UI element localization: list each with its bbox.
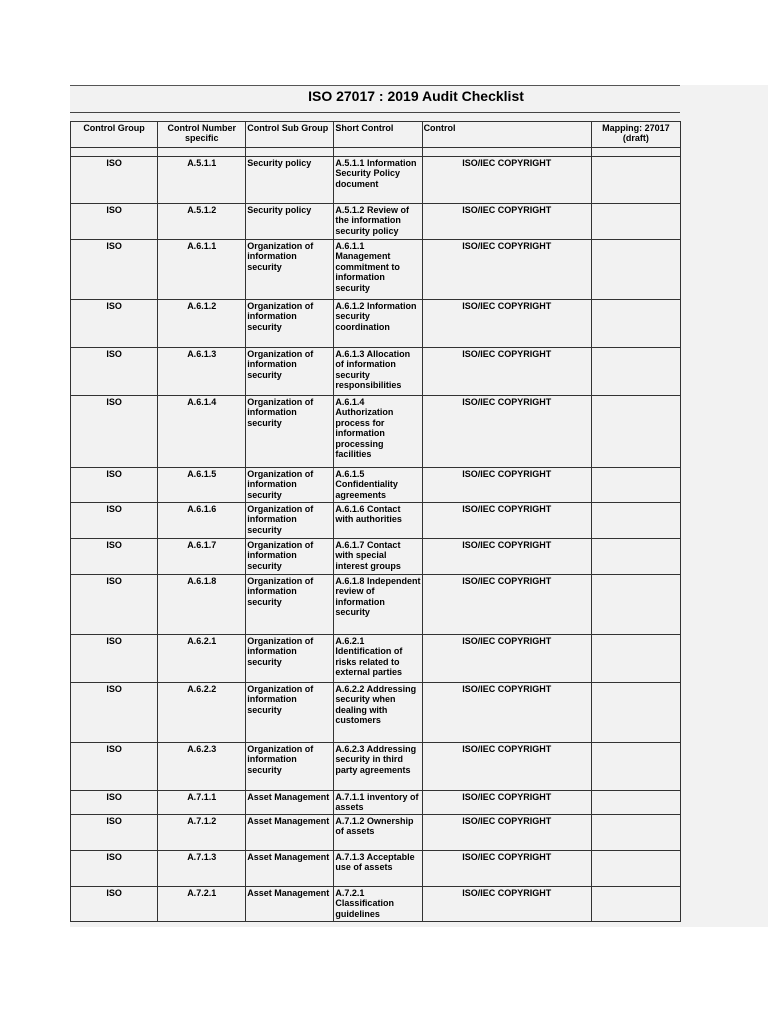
cell-control: ISO/IEC COPYRIGHT [422, 887, 591, 922]
header-mapping: Mapping: 27017 (draft) [591, 122, 680, 148]
table-row [71, 743, 681, 791]
cell-mapping [591, 791, 680, 815]
cell-control-number: A.7.1.3 [158, 851, 246, 887]
cell-control-sub-group: Organization of information security [246, 503, 334, 539]
cell-control-group: ISO [71, 300, 158, 348]
cell-control-number: A.6.2.2 [158, 683, 246, 743]
cell-control-sub-group: Organization of information security [246, 743, 334, 791]
cell-short-control: A.7.1.2 Ownership of assets [334, 815, 422, 851]
cell-short-control: A.6.2.1 Identification of risks related to external parties [334, 635, 422, 683]
audit-checklist-table [70, 121, 681, 922]
cell-mapping [591, 468, 680, 503]
cell-control-number: A.7.1.1 [158, 791, 246, 815]
cell-mapping [591, 204, 680, 240]
cell-mapping [591, 539, 680, 575]
cell-control-number: A.6.1.2 [158, 300, 246, 348]
cell-control: ISO/IEC COPYRIGHT [422, 791, 591, 815]
cell-control-sub-group: Organization of information security [246, 300, 334, 348]
cell-short-control: A.6.2.2 Addressing security when dealing with customers [334, 683, 422, 743]
cell-short-control: A.6.1.4 Authorization process for information processing facilities [334, 396, 422, 468]
cell-short-control: A.6.1.7 Contact with special interest groups [334, 539, 422, 575]
cell-mapping [591, 743, 680, 791]
cell-control-group: ISO [71, 539, 158, 575]
table-row [71, 157, 681, 204]
cell-mapping [591, 396, 680, 468]
cell-control-group: ISO [71, 468, 158, 503]
cell-control-sub-group: Asset Management [246, 815, 334, 851]
cell-control: ISO/IEC COPYRIGHT [422, 539, 591, 575]
cell-short-control: A.5.1.2 Review of the information security policy [334, 204, 422, 240]
cell-control: ISO/IEC COPYRIGHT [422, 157, 591, 204]
table-row [71, 791, 681, 815]
table-row [71, 240, 681, 300]
cell-control: ISO/IEC COPYRIGHT [422, 575, 591, 635]
header-short-control: Short Control [334, 122, 422, 148]
cell-mapping [591, 575, 680, 635]
cell-control-sub-group: Organization of information security [246, 575, 334, 635]
cell-control-group: ISO [71, 851, 158, 887]
cell-control-number: A.5.1.2 [158, 204, 246, 240]
cell-control: ISO/IEC COPYRIGHT [422, 204, 591, 240]
spacer-cell [334, 148, 422, 157]
table-row [71, 635, 681, 683]
cell-control-number: A.6.1.6 [158, 503, 246, 539]
cell-control-group: ISO [71, 683, 158, 743]
spacer-row [71, 148, 681, 157]
cell-short-control: A.6.1.1 Management commitment to information security [334, 240, 422, 300]
cell-control-sub-group: Organization of information security [246, 396, 334, 468]
cell-short-control: A.7.1.1 inventory of assets [334, 791, 422, 815]
header-row [71, 122, 681, 148]
cell-control: ISO/IEC COPYRIGHT [422, 815, 591, 851]
page-title: ISO 27017 : 2019 Audit Checklist [308, 88, 524, 104]
cell-short-control: A.6.1.2 Information security coordination [334, 300, 422, 348]
cell-control-number: A.6.1.4 [158, 396, 246, 468]
cell-control-group: ISO [71, 791, 158, 815]
cell-control: ISO/IEC COPYRIGHT [422, 635, 591, 683]
cell-control: ISO/IEC COPYRIGHT [422, 743, 591, 791]
cell-short-control: A.5.1.1 Information Security Policy document [334, 157, 422, 204]
table-row [71, 503, 681, 539]
cell-mapping [591, 635, 680, 683]
cell-control-group: ISO [71, 635, 158, 683]
cell-control-sub-group: Security policy [246, 157, 334, 204]
cell-control: ISO/IEC COPYRIGHT [422, 396, 591, 468]
spacer-cell [246, 148, 334, 157]
cell-mapping [591, 683, 680, 743]
cell-mapping [591, 157, 680, 204]
cell-mapping [591, 348, 680, 396]
cell-short-control: A.6.1.8 Independent review of information security [334, 575, 422, 635]
spacer-cell [158, 148, 246, 157]
cell-control-number: A.6.2.3 [158, 743, 246, 791]
cell-control-number: A.6.1.5 [158, 468, 246, 503]
cell-control-sub-group: Security policy [246, 204, 334, 240]
cell-control: ISO/IEC COPYRIGHT [422, 468, 591, 503]
cell-control: ISO/IEC COPYRIGHT [422, 503, 591, 539]
cell-control-number: A.6.1.3 [158, 348, 246, 396]
cell-mapping [591, 503, 680, 539]
cell-mapping [591, 887, 680, 922]
cell-control-number: A.7.1.2 [158, 815, 246, 851]
cell-control-sub-group: Organization of information security [246, 539, 334, 575]
table-row [71, 851, 681, 887]
cell-control-sub-group: Organization of information security [246, 240, 334, 300]
table-row [71, 396, 681, 468]
cell-control-sub-group: Organization of information security [246, 468, 334, 503]
cell-control-group: ISO [71, 396, 158, 468]
cell-mapping [591, 240, 680, 300]
cell-control-group: ISO [71, 503, 158, 539]
cell-control-group: ISO [71, 887, 158, 922]
spacer-cell [422, 148, 591, 157]
cell-control-group: ISO [71, 743, 158, 791]
cell-mapping [591, 851, 680, 887]
cell-short-control: A.6.1.6 Contact with authorities [334, 503, 422, 539]
table-body [71, 157, 681, 922]
top-rule [70, 85, 680, 86]
cell-control-number: A.6.1.7 [158, 539, 246, 575]
cell-short-control: A.7.1.3 Acceptable use of assets [334, 851, 422, 887]
cell-control-number: A.7.2.1 [158, 887, 246, 922]
table-row [71, 683, 681, 743]
cell-control-group: ISO [71, 575, 158, 635]
cell-control-number: A.5.1.1 [158, 157, 246, 204]
header-control-group: Control Group [71, 122, 158, 148]
cell-short-control: A.6.1.5 Confidentiality agreements [334, 468, 422, 503]
cell-control-group: ISO [71, 348, 158, 396]
table-row [71, 300, 681, 348]
cell-control-number: A.6.1.1 [158, 240, 246, 300]
cell-control-group: ISO [71, 815, 158, 851]
spacer-cell [71, 148, 158, 157]
cell-control-group: ISO [71, 204, 158, 240]
header-control-number: Control Number specific [158, 122, 246, 148]
spacer-cell [591, 148, 680, 157]
cell-control-sub-group: Asset Management [246, 887, 334, 922]
table-row [71, 887, 681, 922]
table-row [71, 348, 681, 396]
cell-mapping [591, 815, 680, 851]
table-row [71, 468, 681, 503]
table-row [71, 539, 681, 575]
cell-control: ISO/IEC COPYRIGHT [422, 851, 591, 887]
header-control-sub-group: Control Sub Group [246, 122, 334, 148]
cell-control: ISO/IEC COPYRIGHT [422, 240, 591, 300]
cell-short-control: A.6.2.3 Addressing security in third party agreements [334, 743, 422, 791]
cell-control-sub-group: Asset Management [246, 791, 334, 815]
cell-control-sub-group: Organization of information security [246, 348, 334, 396]
cell-mapping [591, 300, 680, 348]
cell-control-number: A.6.2.1 [158, 635, 246, 683]
table-row [71, 815, 681, 851]
cell-control: ISO/IEC COPYRIGHT [422, 300, 591, 348]
title-rule [70, 112, 680, 113]
cell-control-number: A.6.1.8 [158, 575, 246, 635]
sheet-margin [0, 85, 70, 927]
cell-short-control: A.7.2.1 Classification guidelines [334, 887, 422, 922]
cell-short-control: A.6.1.3 Allocation of information security responsibilities [334, 348, 422, 396]
table-row [71, 204, 681, 240]
cell-control-sub-group: Organization of information security [246, 683, 334, 743]
cell-control-group: ISO [71, 240, 158, 300]
cell-control-group: ISO [71, 157, 158, 204]
cell-control-sub-group: Organization of information security [246, 635, 334, 683]
cell-control: ISO/IEC COPYRIGHT [422, 683, 591, 743]
cell-control-sub-group: Asset Management [246, 851, 334, 887]
cell-control: ISO/IEC COPYRIGHT [422, 348, 591, 396]
header-control: Control [422, 122, 591, 148]
table-row [71, 575, 681, 635]
